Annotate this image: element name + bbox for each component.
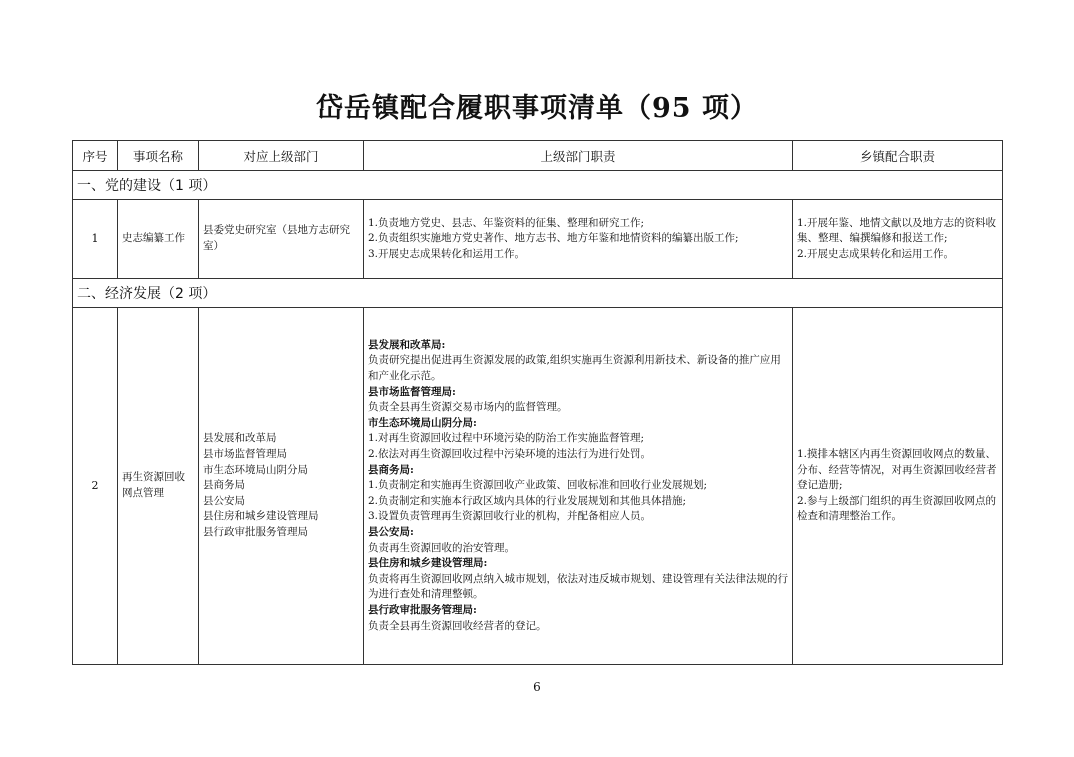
duty-line: 1.负责制定和实施再生资源回收产业政策、回收标准和回收行业发展规划; <box>368 479 708 492</box>
duty-dept-heading: 县商务局: <box>368 463 414 476</box>
dept-line: 县市场监督管理局 <box>203 448 287 461</box>
item-town-duty <box>793 308 1003 665</box>
duty-dept-heading: 市生态环境局山阴分局: <box>368 416 477 429</box>
section-label: 一、党的建设（1 项） <box>73 171 1003 200</box>
duty-line: 1.负责地方党史、县志、年鉴资料的征集、整理和研究工作; <box>368 216 645 229</box>
item-dept <box>199 308 364 665</box>
dept-line: 县商务局 <box>203 479 245 492</box>
duty-dept-heading: 县市场监督管理局: <box>368 385 456 398</box>
item-dept-duty <box>364 200 793 279</box>
duty-line: 负责再生资源回收的治安管理。 <box>368 541 515 554</box>
duty-line: 3.开展史志成果转化和运用工作。 <box>368 247 526 260</box>
duty-dept-heading: 县公安局: <box>368 525 414 538</box>
duty-line: 1.对再生资源回收过程中环境污染的防治工作实施监督管理; <box>368 432 645 445</box>
duty-dept-heading: 县行政审批服务管理局: <box>368 603 477 616</box>
duty-dept-heading: 县发展和改革局: <box>368 338 446 351</box>
duty-line: 负责全县再生资源回收经营者的登记。 <box>368 619 547 632</box>
dept-line: 县公安局 <box>203 494 245 507</box>
header-town-duty: 乡镇配合职责 <box>793 141 1003 171</box>
duty-line: 负责全县再生资源交易市场内的监督管理。 <box>368 401 568 414</box>
item-town-duty <box>793 200 1003 279</box>
dept-line: 县住房和城乡建设管理局 <box>203 510 319 523</box>
town-duty-line: 2.参与上级部门组织的再生资源回收网点的检查和清理整治工作。 <box>797 494 997 523</box>
item-number: 1 <box>73 200 118 279</box>
page-number: 6 <box>533 680 541 694</box>
header-dept: 对应上级部门 <box>199 141 364 171</box>
item-name: 史志编纂工作 <box>118 200 199 279</box>
duty-line: 负责将再生资源回收网点纳入城市规划，依法对违反城市规划、建设管理有关法律法规的行为进行查处和清理整顿。 <box>368 572 788 601</box>
table-header-row <box>73 141 1003 171</box>
town-duty-line: 2.开展史志成果转化和运用工作。 <box>797 247 955 260</box>
duty-line: 3.设置负责管理再生资源回收行业的机构，并配备相应人员。 <box>368 510 652 523</box>
header-item-name: 事项名称 <box>118 141 199 171</box>
dept-line: 县发展和改革局 <box>203 432 277 445</box>
item-number: 2 <box>73 308 118 665</box>
section-row <box>73 279 1003 308</box>
table-row <box>73 200 1003 279</box>
town-duty-line: 1.摸排本辖区内再生资源回收网点的数量、分布、经营等情况，对再生资源回收经营者登记造册; <box>797 448 997 492</box>
duty-list-table <box>72 140 1003 665</box>
duty-line: 2.负责组织实施地方党史著作、地方志书、地方年鉴和地情资料的编纂出版工作; <box>368 232 739 245</box>
page-title: 岱岳镇配合履职事项清单（95 项） <box>316 93 758 124</box>
duty-dept-heading: 县住房和城乡建设管理局: <box>368 557 488 570</box>
duty-line: 负责研究提出促进再生资源发展的政策,组织实施再生资源利用新技术、新设备的推广应用和产业化示范。 <box>368 354 781 383</box>
table-row <box>73 308 1003 665</box>
dept-line: 县行政审批服务管理局 <box>203 525 308 538</box>
item-name: 再生资源回收网点管理 <box>118 308 199 665</box>
item-dept <box>199 200 364 279</box>
dept-line: 市生态环境局山阴分局 <box>203 463 308 476</box>
header-seq: 序号 <box>73 141 118 171</box>
item-dept-duty <box>364 308 793 665</box>
section-row <box>73 171 1003 200</box>
header-dept-duty: 上级部门职责 <box>364 141 793 171</box>
section-label: 二、经济发展（2 项） <box>73 279 1003 308</box>
duty-line: 2.依法对再生资源回收过程中污染环境的违法行为进行处罚。 <box>368 448 652 461</box>
duty-line: 2.负责制定和实施本行政区域内具体的行业发展规划和其他具体措施; <box>368 494 687 507</box>
town-duty-line: 1.开展年鉴、地情文献以及地方志的资料收集、整理、编撰编修和报送工作; <box>797 216 997 245</box>
dept-line: 县委党史研究室（县地方志研究室） <box>203 224 350 252</box>
